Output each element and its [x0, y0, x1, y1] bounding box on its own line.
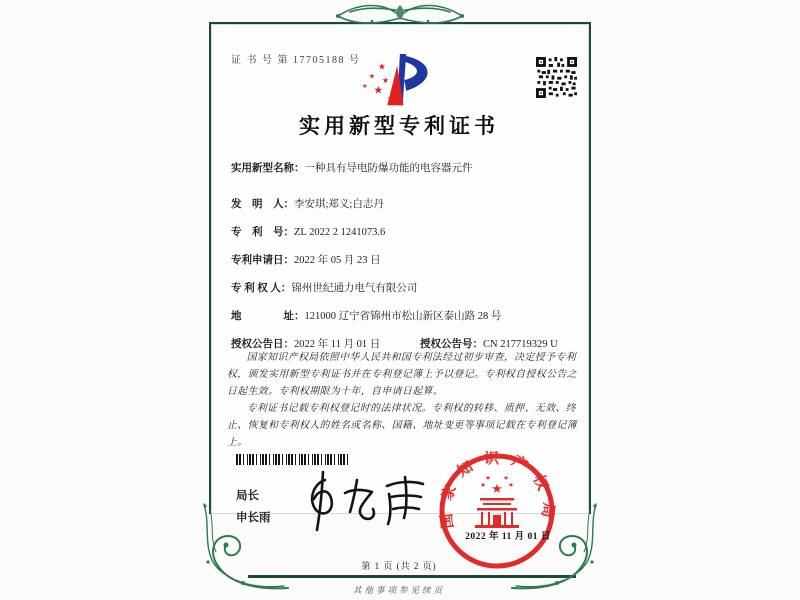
director-signature-handwriting-icon: [295, 466, 435, 538]
field-label: 授权公告号：: [420, 339, 483, 350]
svg-text:★: ★: [491, 482, 503, 497]
svg-text:★: ★: [485, 474, 491, 482]
svg-text:★: ★: [368, 71, 376, 81]
director-name: 申长雨: [236, 512, 271, 524]
cnipa-patent-logo-icon: [352, 54, 446, 108]
official-red-seal-icon: [437, 451, 557, 571]
legal-text-block: [227, 349, 580, 451]
field-row-inventors: [231, 196, 581, 210]
field-row-grant-date-and-number: [231, 336, 581, 350]
svg-text:★: ★: [377, 62, 386, 73]
svg-text:★: ★: [386, 94, 395, 105]
field-label: 实用新型名称：: [231, 163, 305, 174]
field-row-filing-date: [231, 252, 581, 266]
field-value: CN 217719329 U: [483, 339, 558, 350]
field-label: 专利申请日：: [231, 255, 294, 266]
field-row-patentee: [231, 280, 581, 294]
barcode-icon: [236, 454, 350, 465]
ornament-center-leaf: [396, 5, 404, 20]
field-value: 锦州世纪通力电气有限公司: [291, 283, 418, 294]
certificate-title: 实用新型专利证书: [299, 114, 499, 138]
field-value: ZL 2022 2 1241073.6: [294, 227, 386, 238]
seal-organization-text: 国家知识产权局: [437, 451, 557, 530]
field-value: 李安琪;郑义;白志丹: [294, 199, 384, 210]
field-label: 专 利 号：: [231, 227, 294, 238]
seal-date-stamp: 2022 年 11 月 01 日: [465, 532, 551, 542]
field-row-utility-model-name: [231, 160, 581, 174]
top-floral-ornament-icon: [320, 0, 480, 34]
field-value: 一种具有导电防爆功能的电容器元件: [304, 163, 473, 174]
svg-text:★: ★: [361, 83, 368, 91]
qr-code-icon: [536, 57, 577, 98]
field-row-address: [231, 308, 581, 322]
field-value: 2022 年 11 月 01 日: [294, 339, 381, 350]
svg-text:★: ★: [373, 83, 384, 97]
field-value: 2022 年 05 月 23 日: [294, 255, 381, 266]
seal-national-emblem: [475, 474, 519, 528]
svg-text:★: ★: [503, 474, 509, 482]
field-value: 121000 辽宁省锦州市松山新区泰山路 28 号: [304, 311, 502, 322]
director-title: 局长: [236, 490, 259, 502]
svg-text:★: ★: [480, 481, 486, 489]
legal-paragraph-2: 专利证书记载专利权登记时的法律状况。专利权的转移、质押、无效、终止、恢复和专利权人的姓名或名称、国籍、地址变更等事项记载在专利登记簿上。: [227, 403, 578, 448]
field-label: 专 利 权 人：: [231, 283, 292, 294]
svg-text:★: ★: [381, 74, 390, 85]
certificate-number: 证 书 号 第 17705188 号: [231, 55, 361, 66]
field-label: 发 明 人：: [231, 199, 294, 210]
field-row-patent-number: [231, 224, 581, 238]
field-label: 地 址：: [231, 311, 305, 322]
legal-paragraph-1: 国家知识产权局依照中华人民共和国专利法经过初步审查，决定授予专利权，颁发实用新型专利证书并在专利登记簿上予以登记。专利权自授权公告之日起生效。专利权期限为十年，自申请日起算。: [227, 352, 578, 397]
page-number: 第 1 页 (共 2 页): [361, 561, 437, 571]
svg-text:★: ★: [508, 481, 514, 489]
field-label: 授权公告日：: [231, 339, 294, 350]
continuation-note: 其他事项参见续页: [352, 585, 445, 595]
